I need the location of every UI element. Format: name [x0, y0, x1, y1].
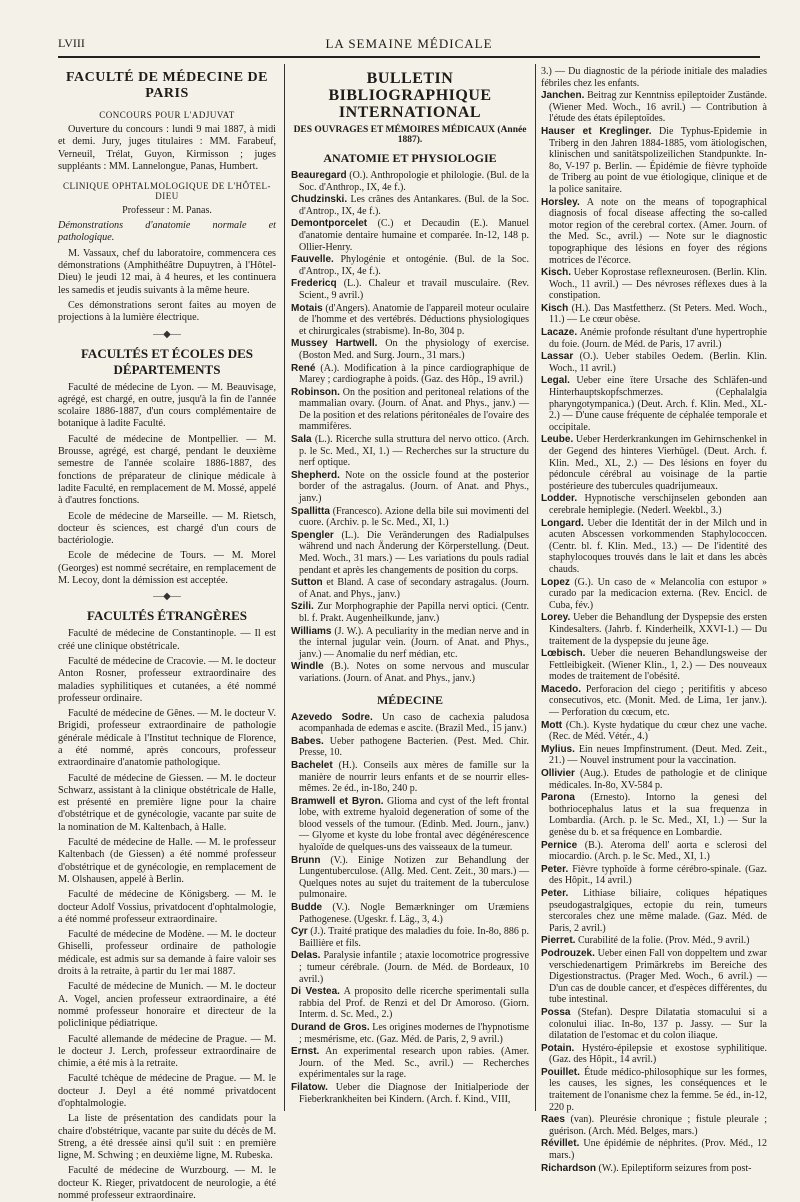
journal-title: LA SEMAINE MÉDICALE [325, 36, 493, 51]
entry-author: Beauregard [291, 170, 347, 181]
bibliography-entry [541, 351, 767, 374]
bibliography-entry [541, 648, 767, 683]
entry-text: A proposito delle ricerche sperimentali sulla rabbia del Prof. de Renzi et del Dr Amoroso. (Giorn. Interm. d. Sc. Med., 2.) [299, 986, 529, 1021]
bibliography-entry [291, 170, 529, 193]
bibliography-entry [291, 254, 529, 277]
entry-text: (J.). Traité pratique des maladies du foie. In-8o, 886 p. Baillière et fils. [299, 926, 530, 949]
entry-author: Durand de Gros. [291, 1021, 370, 1033]
bibliography-entry [291, 736, 529, 759]
entry-author: Kisch [541, 302, 569, 314]
demo-heading: Démonstrations d'anatomie normale et pathologique. [58, 220, 276, 244]
entry-text: Lithiase biliaire, coliques hépatiques pseudogastralgiques, ectopie du rein, tumeurs stercorales chez une même malade. (Gaz. Méd. de Paris, 2 avril.) [549, 887, 767, 934]
bibliography-entry [291, 796, 529, 854]
entry-text: Ueber einen Fall von doppeltem und zwar verschiedenartigem Primärkrebs im Bereiche des Digestionstractus. (Prager Med. Woch., 6 avril.) — D'un cas de double cancer, et d'espèces différentes, du tube intestinal. [549, 947, 767, 1006]
entry-text: Étude médico-philosophique sur les formes, les causes, les signes, les conséquences et le traitement de l'onanisme chez la femme. 5e éd., in-12, 220 p. [549, 1066, 768, 1113]
concours-heading: CONCOURS POUR L'ADJUVAT [99, 110, 235, 120]
header-rule [58, 56, 760, 58]
entry-author: Ernst. [291, 1046, 320, 1058]
entry-text: Ueber die Diagnose der Initialperiode der Fieberkrankheiten bei Kindern. (Arch. f. Kind., VIII, [299, 1081, 529, 1105]
entry-author: Shepherd. [291, 469, 340, 481]
news-paragraph: Faculté de médecine de Cracovie. — M. le docteur Anton Rosner, professeur extraordinaire des maladies syphilitiques et cutanées, a été nommé professeur ordinaire. [58, 655, 276, 704]
entry-text: (W.). Epileptiform seizures from post- [598, 1162, 752, 1174]
news-paragraph: Faculté de médecine de Königsberg. — M. le docteur Adolf Vossius, privatdocent d'ophtalmologie, a été nommé professeur extraordinaire. [58, 889, 276, 925]
bibliography-entry [291, 303, 529, 338]
bulletin-title: BULLETIN BIBLIOGRAPHIQUE INTERNATIONAL [328, 70, 492, 121]
entry-text: Une épidémie de néphrites. (Prov. Méd., 12 mars.) [549, 1138, 767, 1162]
entry-author: Mussey Hartwell. [291, 338, 378, 350]
bibliography-entry [541, 684, 767, 719]
entry-text: (d'Angers). Anatomie de l'appareil moteur oculaire de l'homme et des vertébrés. Déductions physiologiques et chirurgicales (strabisme). In-8o, 304 p. [299, 302, 529, 337]
news-paragraph: Faculté de médecine de Lyon. — M. Beauvisage, agrégé, est chargé, en outre, jusqu'à la fin de l'année scolaire 1886-1887, d'un cours complémentaire de botanique à ladite Faculté. [58, 381, 276, 430]
entry-text: (Aug.). Etudes de pathologie et de clinique médicales. In-8o, XV-584 p. [549, 768, 768, 791]
bibliography-entry [291, 434, 529, 469]
bibliography-entry [541, 327, 767, 350]
news-paragraph: Faculté de médecine de Constantinople. — Il est créé une clinique obstétricale. [58, 628, 276, 652]
entry-author: Lopez [541, 576, 570, 588]
entry-author: Raes [541, 1114, 565, 1126]
bibliography-entry [291, 1046, 529, 1081]
entry-author: Lœbisch. [541, 648, 586, 660]
entry-author: Di Vestea. [291, 986, 340, 998]
news-paragraph: Faculté de médecine de Wurzbourg. — M. le docteur K. Rieger, privatdocent de neurologie, a été nommé professeur extraordinaire. [58, 1165, 276, 1202]
entry-text: Ueber Koprostase reflexneurosen. (Berlin. Klin. Woch., 11 avril.) — Des névroses réflexes dues à la constipation. [549, 267, 768, 302]
running-header [58, 36, 760, 52]
entry-text: Ein neues Impfinstrument. (Deut. Med. Zeit., 21.) — Nouvel instrument pour la vaccination. [549, 743, 767, 767]
entry-author: Lassar [541, 351, 574, 363]
entry-text: (A.). Modification à la pince cardiographique de Marey ; cardiographe à poids. (Gaz. des Hôp., 19 avril.) [299, 362, 529, 386]
bibliography-entry [541, 303, 767, 326]
entry-author: Hauser et Kreglinger. [541, 125, 652, 137]
entry-text: A note on the means of topographical diagnosis of focal disease affecting the so-called motor region of the cerebral cortex. (Amer. Journ. of the Med. Sc., avril.) — Note sur le diagnostic topographique des lésions en foyer des régions motrices de l'écorce. [549, 196, 767, 266]
entry-author: Brunn [291, 854, 321, 866]
bibliography-entry [541, 792, 767, 838]
entry-author: Fauvelle. [291, 254, 334, 266]
bibliography-entry [291, 601, 529, 624]
entry-text: (H.). Conseils aux mères de famille sur la manière de nourrir leurs enfants et de se nourrir elles-mêmes. 2e éd., in-18o, 240 p. [299, 759, 530, 795]
entry-author: Bramwell et Byron. [291, 795, 384, 807]
entry-text: Hystéro-épilepsie et exostose syphilitique. (Gaz. des Hôpit., 14 avril.) [549, 1042, 767, 1066]
bibliography-entry [291, 338, 529, 361]
clinique-professor: Professeur : M. Panas. [122, 205, 212, 217]
anatomie-entries [291, 170, 529, 685]
entry-text: (C.) et Decaudin (E.). Manuel d'anatomie dentaire humaine et comparée. In-12, 148 p. Ollier-Henry. [299, 218, 529, 253]
entry-text: (G.). Un caso de « Melancolia con estupor » curado par la medicacion externa. (Rev. Encicl. de Cuba, fév.) [549, 576, 767, 611]
entry-author: Longard. [541, 517, 584, 529]
entry-author: Budde [291, 902, 323, 914]
bibliography-entry [291, 218, 529, 253]
entry-text: (van). Pleurésie chronique ; fistule pleurale ; guérison. (Arch. Méd. Belges, mars.) [549, 1114, 768, 1137]
bibliography-entry [291, 661, 529, 684]
bibliography-entry [291, 363, 529, 386]
entry-text: (Ch.). Kyste hydatique du cœur chez une vache. (Rec. de Méd. Vétér., 4.) [549, 719, 767, 743]
entry-text: Ueber die neueren Behandlungsweise der Fettleibigkeit. (Wiener Klin., 1, 2.) — Des nouveaux modes de traitement de l'obésité. [549, 648, 768, 683]
entry-author: Possa [541, 1006, 571, 1018]
bibliography-entry [541, 612, 767, 647]
departements-list [58, 382, 276, 588]
entry-author: Sala [291, 434, 312, 446]
bibliography-entry [291, 577, 529, 600]
demo-paragraph-1: M. Vassaux, chef du laboratoire, commencera ces démonstrations (Amphithéâtre Dupuytren, à l'Hôtel-Dieu) le jeudi 12 mai, à 4 heures, et les continuera les samedis et jeudis suivants à la même heure. [58, 247, 276, 296]
news-paragraph: Faculté de médecine de Modène. — M. le docteur Ghiselli, professeur ordinaire de pathologie médicale, est admis sur sa demande à faire valoir ses droits à la retraite, à partir du 1er mai 1887. [58, 929, 276, 978]
entry-text: Ueber Herderkrankungen im Gehirnschenkel in der Gegend des hinteres Vierhügel. (Deut. Arch. f. Klin. Med., XL, 2.) — Des lésions en foyer du pédoncule cérébral au voisinage de la partie postérieure des tubercules quadrijumeaux. [549, 434, 767, 492]
clinique-heading: CLINIQUE OPHTALMOLOGIQUE DE L'HÔTEL-DIEU [62, 181, 272, 202]
news-paragraph: Faculté tchèque de médecine de Prague. — M. le docteur J. Deyl a été nommé privatdocent d'ophtalmologie. [58, 1073, 276, 1109]
entry-author: Spallitta [291, 505, 330, 517]
entry-author: Richardson [541, 1162, 597, 1174]
bibliography-entry [291, 950, 529, 985]
entry-author: Babes. [291, 735, 324, 747]
bibliography-entry [541, 935, 767, 947]
column-middle [291, 66, 529, 1111]
column-right [541, 66, 768, 1174]
news-paragraph: Faculté allemande de médecine de Prague. — M. le docteur J. Lerch, professeur extraordinaire de chimie, a été mis à la retraite. [58, 1033, 276, 1070]
column-divider-1 [284, 64, 285, 1111]
entry-text: Ueber eine ïtere Ursache des Schläfen-und Hinterhauptskopfschmerzes. (Cephalalgia pharyngotympanica.) (Deut. Arch. f. Klin. Med., XL-2.) — D'une cause fréquente de céphalée temporale et occipitale. [549, 375, 767, 433]
entry-author: Lacaze. [541, 327, 578, 339]
entry-author: Macedo. [541, 683, 582, 695]
bulletin-subtitle: DES OUVRAGES ET MÉMOIRES MÉDICAUX (Année 1887). [293, 125, 527, 145]
entry-text: Hypnotische verschijnselen gebonden aan cerebrale hemiplegie. (Nederl. Weekbl., 3.) [549, 493, 767, 516]
entry-text: Glioma and cyst of the left frontal lobe, with extreme hyaloid degeneration of some of the blood vessels of the tumour. (Edinb. Med. Journ., janv.) — Glyome et kyste du lobe frontal avec dégénérescence hyaloïde de quelques-uns des vaisseaux de la tumeur. [299, 795, 529, 854]
entry-text: (B.). Notes on some nervous and muscular variations. (Journ. of Anat. and Phys., janv.) [299, 661, 530, 684]
entry-text: (Stefan). Despre Dilatatia stomacului si a colonului iliac. In-8o, 137 p. Jassy. — Sur la dilatation de l'estomac et du colon iliaque. [549, 1006, 768, 1042]
concours-text: Ouverture du concours : lundi 9 mai 1887, à midi et demi. Jury, juges titulaires : MM. Farabeuf, Verneuil, Trélat, Guyon, Kirmisson ; juges suppléants : MM. Lannelongue, Panas, Humbert. [58, 124, 276, 172]
entry-text: Beitrag zur Kenntniss epileptoider Zustände. (Wiener Med. Woch., 16 avril.) — Contribution à l'étude des états épileptoïdes. [549, 90, 767, 125]
entry-author: Spengler [291, 529, 334, 541]
entry-author: Leube. [541, 434, 574, 446]
entry-text: Perforacion del ciego ; peritifitis y abceso consecutivos, etc. (Monit. Med. de Lima, 1er janv.). — Perforation du cœcum, etc. [549, 683, 768, 719]
demo-paragraph-2: Ces démonstrations seront faites au moyen de projections à la lumière électrique. [58, 299, 276, 324]
entry-text: Ueber die Identität der in der Milch und in acuten Abscessen vorkommenden Staphylococcen. (Centr. bl. f. Klin. Med., 13.) — De l'identité des staphylocoques trouvés dans le lait et dans les abcès chauds. [549, 517, 768, 575]
entry-author: Lodder. [541, 493, 578, 505]
entry-text: On the physiology of exercise. (Boston Med. and Surg. Journ., 31 mars.) [299, 338, 529, 361]
bibliography-entry [541, 864, 767, 887]
entry-author: Pouillet. [541, 1066, 580, 1078]
bibliography-entry [291, 278, 529, 301]
entry-text: On the position and peritoneal relations of the mammalian ovary. (Journ. of Anat. and Phys., janv.) — De la position et des relations péritonéales de l'ovaire des mammifères. [299, 386, 529, 433]
bibliography-entry [541, 375, 767, 433]
entry-author: Pierret. [541, 935, 576, 947]
bibliography-entry [541, 1067, 767, 1113]
news-paragraph: Faculté de médecine de Munich. — M. le docteur A. Vogel, ancien professeur extraordinaire, a été nommé professeur honoraire et directeur de la policlinique pédiatrique. [58, 981, 276, 1030]
section-title-departements: FACULTÉS ET ÉCOLES DES DÉPARTEMENTS [80, 345, 254, 377]
bibliography-entry [541, 744, 767, 767]
bibliography-entry [541, 768, 767, 791]
bibliography-entry [541, 888, 767, 934]
entry-text: (L.). Die Veränderungen des Radialpulses während und nach Änderung der Körperstellung. (Deut. Med. Woch., 31 mars.) — Les variations du pouls radial pendant et après les changements de position du corps. [299, 529, 529, 576]
bibliography-entry [291, 387, 529, 433]
bibliography-entry [291, 1022, 529, 1045]
bibliography-entry [541, 90, 767, 125]
news-paragraph: Ecole de médecine de Tours. — M. Morel (Georges) est nommé secrétaire, en remplacement de M. Lecoy, dont la démission est acceptée. [58, 550, 276, 587]
bibliography-entry [541, 518, 767, 576]
entry-author: Chudzinski. [291, 194, 348, 206]
entry-text: An experimental research upon rabies. (Amer. Journ. of the Med. Sc., avril.) — Recherches expérimentales sur la rage. [299, 1046, 529, 1081]
entry-text: et Bland. A case of secondary astragalus. (Journ. of Anat. and Phys., janv.) [299, 577, 529, 600]
bibliography-entry [291, 530, 529, 576]
section-separator: —◆— [153, 328, 181, 340]
bibliography-entry [541, 1043, 767, 1066]
bibliography-entry [291, 760, 529, 795]
entry-text: (L.). Ricerche sulla struttura del nervo ottico. (Arch. p. le Sc. Med., XI, 1.) — Recherches sur la structure du nerf optique. [299, 434, 530, 469]
entry-author: Podrouzek. [541, 947, 595, 959]
entry-text: Paralysie infantile ; ataxie locomotrice progressive ; tumeur cérébrale. (Journ. de Méd. de Bordeaux, 10 avril.) [299, 950, 530, 985]
news-paragraph: Faculté de médecine de Halle. — M. le professeur Kaltenbach (de Giessen) a été nommé professeur d'obstétrique et de gynécologie, en remplacement de M. Olshausen, appelé à Berlin. [58, 837, 276, 885]
entry-author: Horsley. [541, 196, 580, 208]
bibliography-entry [541, 197, 767, 267]
entry-text: Un caso de cachexia paludosa acompanhada de edemas e ascite. (Brazil Med., 15 janv.) [299, 711, 530, 735]
bibliography-entry [541, 434, 767, 492]
entry-author: Robinson. [291, 386, 340, 398]
entry-author: Delas. [291, 950, 321, 962]
entry-author: Janchen. [541, 90, 585, 102]
medecine-entries-cont [541, 90, 767, 1174]
bibliography-entry [291, 902, 529, 925]
entry-author: Windle [291, 661, 324, 673]
entry-text: (Ernesto). Intorno la genesi del bothriocephalus latus et la sua frequenza in Lombardia. (Arch. p. le Sc. Med., XI, 1.) — Sur la genèse du b. et sa fréquence en Lombardie. [549, 792, 767, 838]
bibliography-entry [291, 470, 529, 505]
bibliography-entry [541, 1163, 767, 1175]
entry-text: Phylogénie et ontogénie. (Bul. de la Soc. d'Antrop., IX, 4e f.). [299, 254, 529, 277]
entry-author: Fredericq [291, 278, 337, 290]
entry-author: Demontporcelet [291, 218, 368, 230]
entry-text: Curabilité de la folie. (Prov. Méd., 9 avril.) [577, 935, 750, 947]
medecine-entries [291, 712, 529, 1106]
entry-author: Ollivier [541, 768, 575, 780]
bibliography-entry [541, 1138, 767, 1161]
entry-text: (O.). Anthropologie et philologie. (Bul. de la Soc. d'Anthrop., IX, 4e f.). [299, 170, 530, 193]
entry-author: Szili. [291, 601, 314, 613]
entry-text: (H.). Das Mastfettherz. (St Peters. Med. Woch., 11.) — Le cœur obèse. [549, 302, 767, 326]
bibliography-entry [541, 720, 767, 743]
section-title-faculte-paris: FACULTÉ DE MÉDECINE DE PARIS [66, 70, 268, 101]
entry-text: (B.). Ateroma dell' aorta e sclerosi del miocardio. (Arch. p. le Sc. Med., XI, 1.) [549, 839, 768, 863]
entry-text: Les origines modernes de l'hypnotisme ; mesmérisme, etc. (Gaz. Méd. de Paris, 2, 9 avril.) [299, 1021, 529, 1045]
entry-text: (J. W.). A peculiarity in the median nerve and in the internal jugular vein. (Journ. of Anat. and Phys., janv.) — Anomalie du nerf médian, etc. [299, 625, 530, 660]
entry-text: (L.). Chaleur et travail musculaire. (Rev. Scient., 9 avril.) [299, 278, 530, 301]
entry-author: Peter. [541, 887, 569, 899]
bibliography-entry [291, 626, 529, 661]
bibliography-entry [291, 712, 529, 735]
bibliography-entry [291, 506, 529, 529]
entry-text: Ueber die Behandlung der Dyspepsie des ersten Kindesalters. (Jahrb. f. Kinderheilk, XXVI-1.) — Du traitement de la dyspepsie du jeune âge. [549, 612, 767, 647]
bibliography-entry [291, 194, 529, 217]
entry-text: (Francesco). Azione della bile sui movimenti del cuore. (Archiv. p. le Sc. Med., XI, 1.) [299, 505, 530, 529]
column-left [58, 66, 276, 1202]
bibliography-entry [541, 126, 767, 196]
entry-author: Motais [291, 302, 323, 314]
entry-author: Mott [541, 719, 563, 731]
section-title-medecine: MÉDECINE [376, 692, 443, 707]
bibliography-entry [291, 986, 529, 1021]
entry-author: Williams [291, 625, 332, 637]
bibliography-entry [541, 267, 767, 302]
bibliography-entry [541, 1114, 767, 1137]
entry-text: Fièvre typhoïde à forme cérébro-spinale. (Gaz. des Hôpit., 14 avril.) [549, 863, 768, 887]
entry-text: Anémie profonde résultant d'une hypertrophie du foie. (Journ. de Méd. de Paris, 17 avril.) [549, 327, 767, 350]
column-divider-2 [535, 64, 536, 1111]
news-paragraph: Faculté de médecine de Gênes. — M. le docteur V. Brigidi, professeur extraordinaire de pathologie générale médicale à l'Institut technique de Florence, a été nommé, après concours, professeur extraordinaire d'anatomie pathologique. [58, 708, 276, 769]
bibliography-entry [541, 1007, 767, 1042]
entry-author: Lorey. [541, 612, 571, 624]
news-paragraph: Ecole de médecine de Marseille. — M. Rietsch, docteur ès sciences, est chargé d'un cours de bactériologie. [58, 510, 276, 547]
entry-text: Ueber pathogene Bacterien. (Pest. Med. Chir. Presse, 10. [299, 735, 529, 759]
entry-author: Kisch. [541, 267, 572, 279]
entry-text: (V.). Einige Notizen zur Behandlung der Lungentuberculose. (Allg. Med. Cent. Zeit., 30 mars.) — Quelques notes au sujet du traitement de la tuberculose pulmonaire. [299, 854, 529, 901]
entry-author: Pernice [541, 839, 578, 851]
entry-author: Sutton [291, 577, 323, 589]
entry-text: Les crânes des Antankares. (Bul. de la Soc. d'Antrop., IX, 4e f.). [299, 194, 530, 217]
bibliography-entry [541, 577, 767, 612]
bibliography-entry [291, 855, 529, 901]
news-paragraph: Faculté de médecine de Giessen. — M. le docteur Schwarz, assistant à la clinique obstétricale de Halle, est présenté en première ligne pour la chaire d'obstétrique et de gynécologie, vacante par suite de la nomination de M. Kaltenbach, à Halle. [58, 772, 276, 833]
section-title-etrangeres: FACULTÉS ÉTRANGÈRES [86, 608, 248, 624]
news-paragraph: Faculté de médecine de Montpellier. — M. Brousse, agrégé, est chargé, pendant le deuxième semestre de l'année scolaire 1886-1887, des fonctions de préparateur de clinique médicale à ladite Faculté, en remplacement de M. Mossé, appelé à d'autres fonctions. [58, 433, 276, 507]
entry-author: Révillet. [541, 1138, 580, 1150]
section-title-anatomie: ANATOMIE ET PHYSIOLOGIE [323, 151, 497, 165]
bibliography-entry [541, 840, 767, 863]
news-paragraph: La liste de présentation des candidats pour la chaire d'obstétrique, vacante par suite du décès de M. Streng, a été dressée ainsi qu'il suit : en première ligne, M. Schwing ; en deuxième ligne, M. Rubeska. [58, 1113, 276, 1162]
etrangeres-list [58, 628, 276, 1202]
bibliography-entry [541, 493, 767, 516]
entry-author: Peter. [541, 863, 569, 875]
entry-author: Potain. [541, 1042, 575, 1054]
entry-author: Legal. [541, 375, 570, 387]
entry-author: Mylius. [541, 743, 575, 755]
entry-text: Note on the ossicle found at the posterior border of the astragalus. (Journ. of Anat. and Phys., janv.) [299, 469, 530, 505]
bibliography-entry [291, 926, 529, 949]
entry-author: René [291, 362, 316, 374]
continuation-entry: 3.) — Du diagnostic de la période initiale des maladies fébriles chez les enfants. [541, 66, 767, 89]
entry-text: Die Typhus-Epidemie in Triberg in den Jahren 1884-1885, vom ätiologischen, klinischen und sanitätspolizeilichen Standpunkte. In-8o, V-197 p. Berlin. — Épidémie de fièvre typhoïde de Triberg au point de vue étiologique, clinique et de la police sanitaire. [549, 125, 767, 195]
entry-text: (O.). Ueber stabiles Oedem. (Berlin. Klin. Woch., 11 avril.) [549, 351, 767, 374]
entry-author: Parona [541, 792, 575, 804]
bibliography-entry [541, 948, 767, 1006]
entry-author: Filatow. [291, 1081, 328, 1093]
entry-text: (V.). Nogle Bemærkninger om Uræmiens Pathogenese. (Ugeskr. f. Läg., 3, 4.) [299, 902, 529, 925]
entry-author: Azevedo Sodre. [291, 711, 373, 723]
page-number: LVIII [58, 36, 85, 50]
entry-author: Bachelet [291, 759, 333, 771]
entry-text: Zur Morphographie der Papilla nervi optici. (Centr. bl. f. Prakt. Augenheilkunde, janv.) [299, 601, 529, 624]
entry-author: Cyr [291, 926, 308, 938]
section-separator: —◆— [153, 591, 181, 603]
bibliography-entry [291, 1082, 529, 1105]
